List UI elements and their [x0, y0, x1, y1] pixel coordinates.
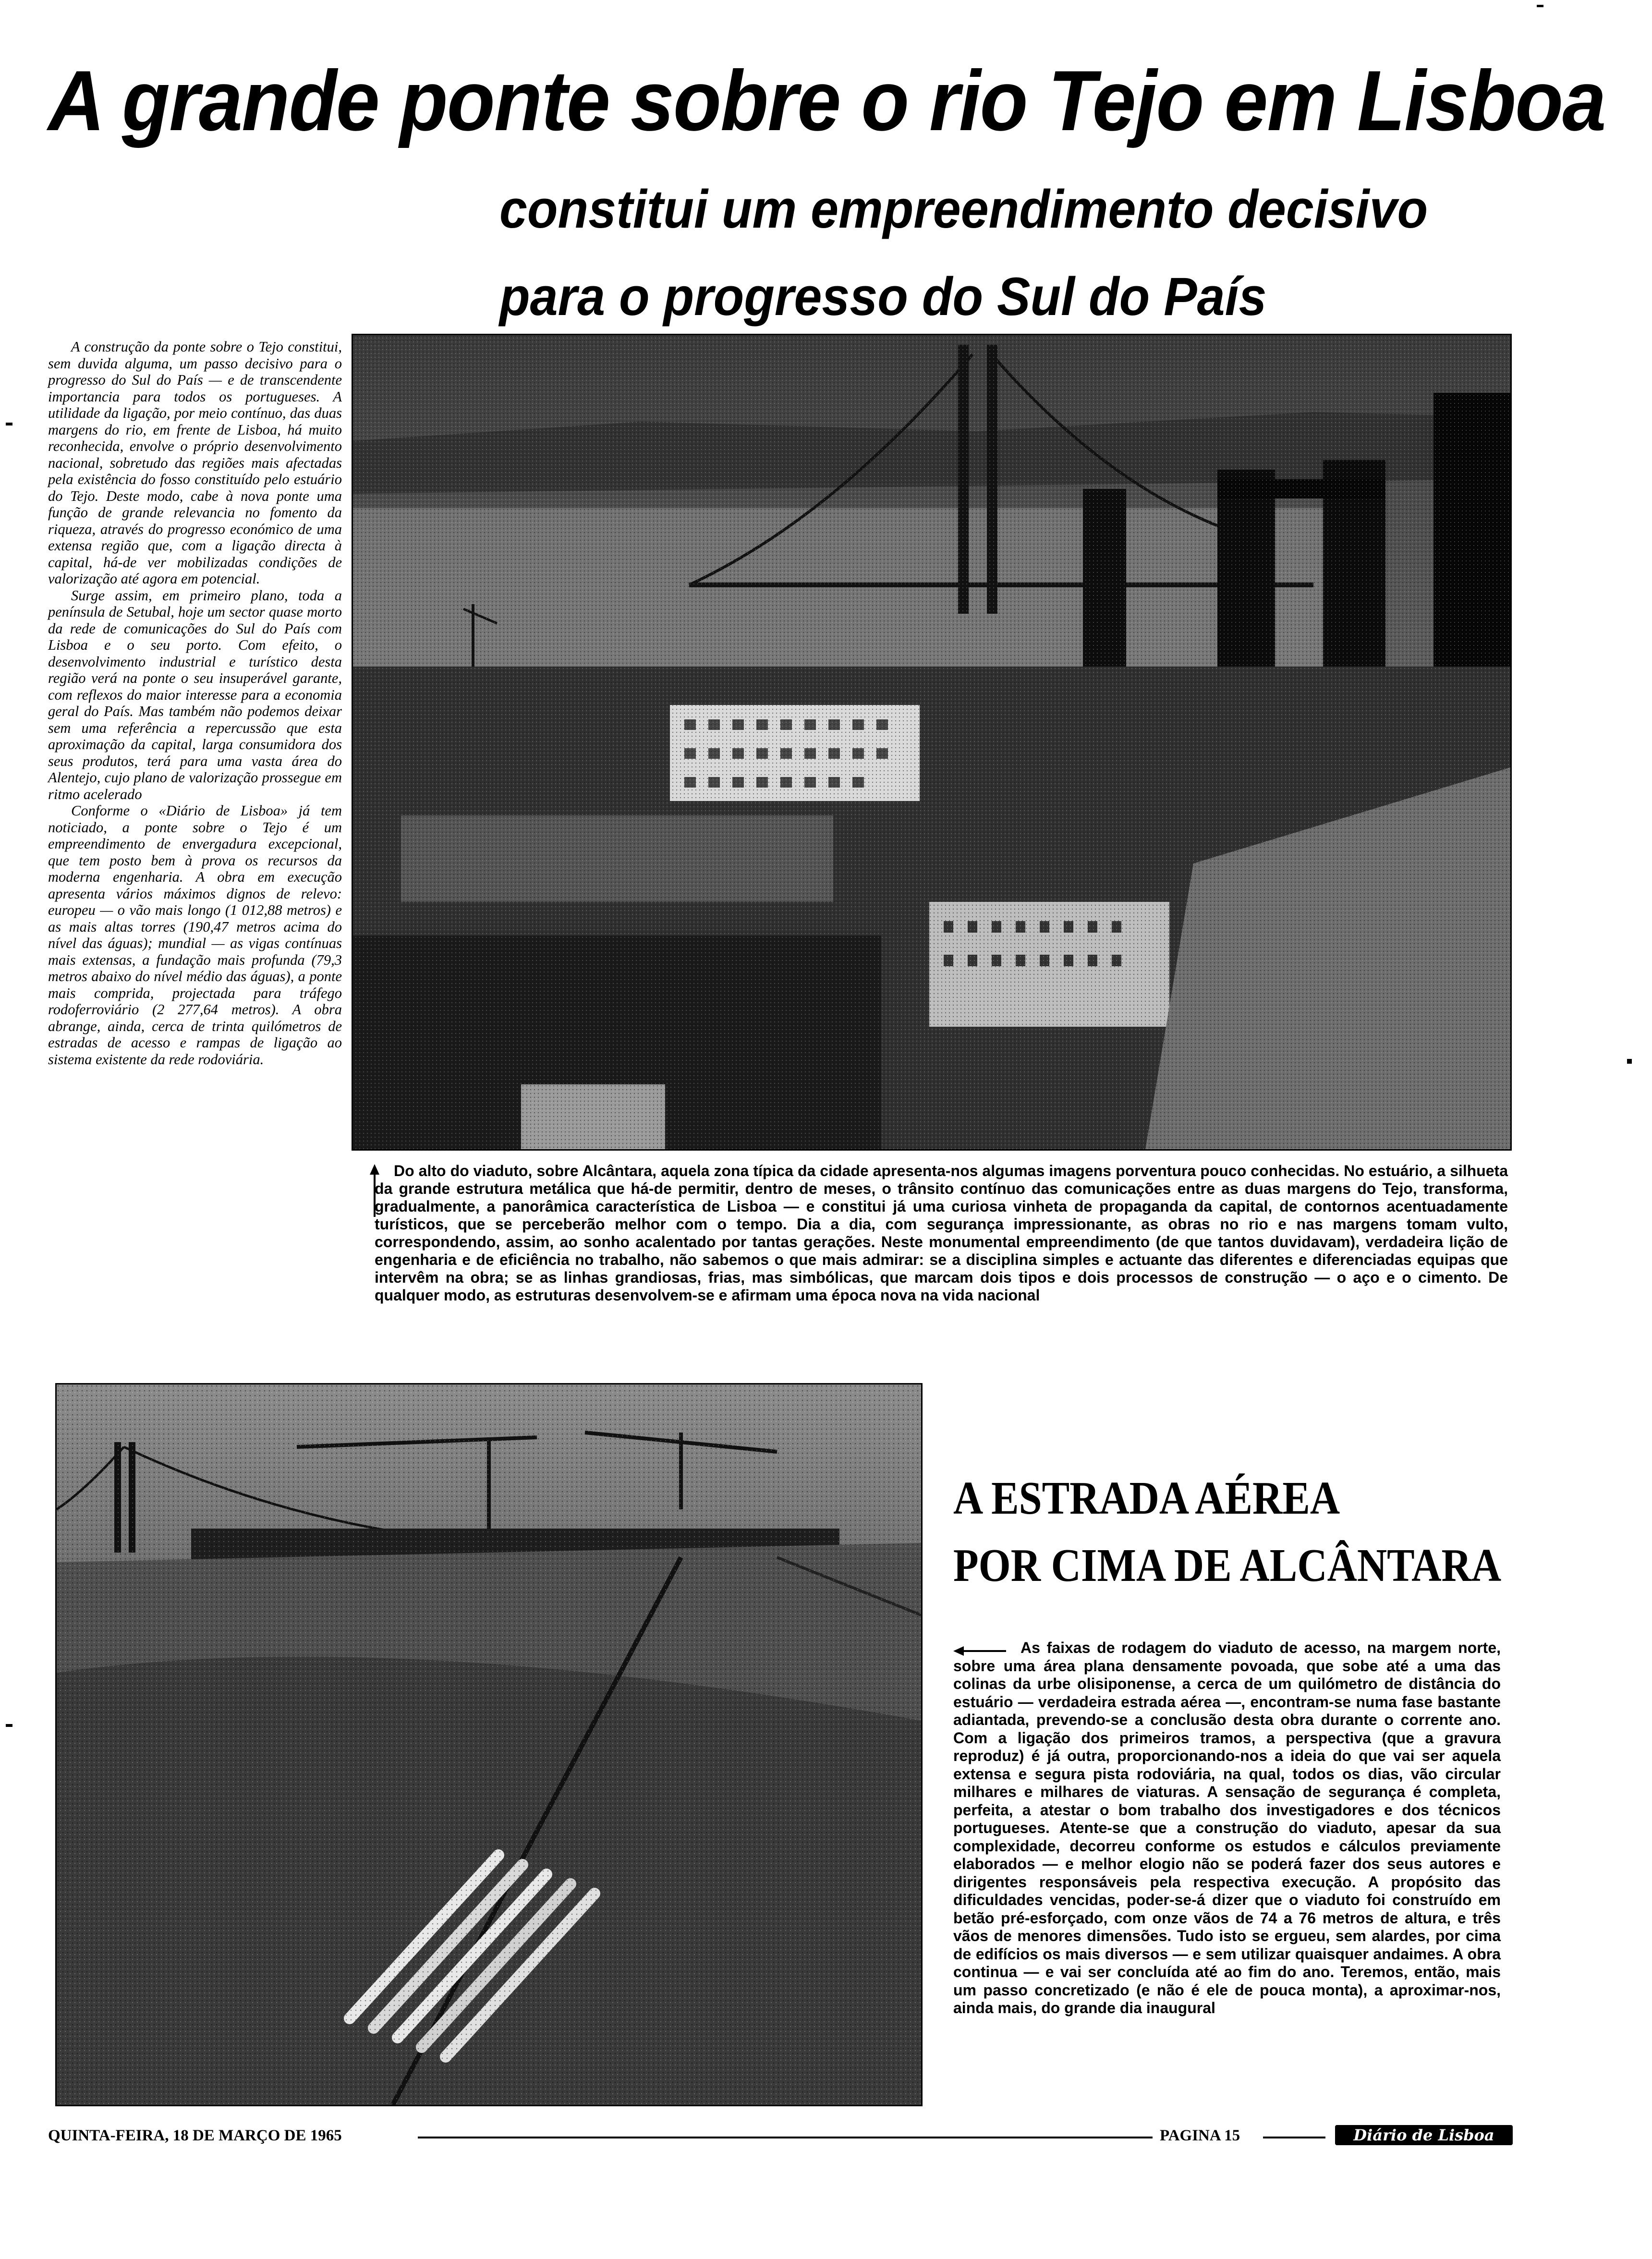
- bridge-photo: [352, 334, 1512, 1151]
- footer-page-number: PAGINA 15: [1160, 2127, 1240, 2144]
- section-heading-line-2: POR CIMA DE ALCÂNTARA: [953, 1540, 1502, 1591]
- bridge-photo-caption-text: Do alto do viaduto, sobre Alcântara, aquela zona típica da cidade apresenta-nos algumas imagens porventura pouco conhecidas. No estuário, a silhueta da grande estrutura metálica que há-de permitir, dentro de meses, o trânsito contínuo das comunicações entre as duas margens do Tejo, transforma, gradualmente, a panorâmica característica de Lisboa — e constitui já uma curiosa vinheta de propaganda da capital, de contornos acentuadamente turísticos, que se perceberão melhor com o tempo. Dia a dia, com segurança impressionante, as obras no rio e nas margens tomam vulto, correspondendo, assim, ao sonho acalentado por tantas gerações. Neste monumental empreendimento (de que tantos duvidavam), verdadeira lição de engenharia e de eficiência no trabalho, não sabemos o que mais admirar: se a disciplina simples e actuante das diferentes e diferenciadas equipas que intervêm na obra; se as linhas grandiosas, frias, mas simbólicas, que marcam dois tipos e dois processos de construção — o aço e o cimento. De qualquer modo, as estruturas desenvolvem-se e afirmam uma época nova na vida nacional: [375, 1162, 1508, 1304]
- sub-headline-line-2: para o progresso do Sul do País: [499, 267, 1267, 327]
- article-paragraph-1: A construção da ponte sobre o Tejo constitui, sem duvida alguma, um passo decisivo para o progresso do Sul do País — e de transcendente importancia para todos os portugueses. A utilidade da ligação, por meio contínuo, das duas margens do rio, em frente de Lisboa, há muito reconhecida, envolve o próprio desenvolvimento nacional, sobretudo das regiões mais afectadas pela existência do fosso constituído pelo estuário do Tejo. Deste modo, cabe à nova ponte uma função de grande relevancia no fomento da riqueza, através do progresso económico de uma extensa região que, com a ligação directa à capital, há-de ver mobilizadas condições de valorização até agora em potencial.: [48, 339, 342, 587]
- footer-rule-left: [418, 2137, 1153, 2138]
- viaduct-photo: [55, 1383, 923, 2106]
- footer-date: QUINTA-FEIRA, 18 DE MARÇO DE 1965: [48, 2127, 342, 2144]
- print-speck: [6, 423, 12, 425]
- sub-headline: [499, 166, 1473, 340]
- bridge-photo-image: [353, 335, 1510, 1149]
- viaduct-photo-caption-text: As faixas de rodagem do viaduto de acesso, na margem norte, sobre uma área plana densamente povoada, que sobe até a uma das colinas da urbe olisiponense, a cerca de um quilómetro de distância do estuário — verdadeira estrada aérea —, encontram-se numa fase bastante adiantada, prevendo-se a conclusão desta obra durante o corrente ano. Com a ligação dos primeiros tramos, a perspectiva (que a gravura reproduz) é já outra, proporcionando-nos a ideia do que vai ser aquela extensa e segura pista rodoviária, na qual, todos os dias, vão circular milhares e milhares de viaturas. A sensação de segurança é completa, perfeita, a atestar o bom trabalho dos investigadores e dos técnicos portugueses. Atente-se que a construção do viaduto, apesar da sua complexidade, decorreu conforme os estudos e cálculos previamente elaborados — e melhor elogio não se poderá fazer dos seus autores e dirigentes responsáveis pela respectiva execução. A propósito das dificuldades vencidas, poder-se-á dizer que o viaduto foi construído em betão pré-esforçado, com onze vãos de 74 a 76 metros de altura, e três vãos de menores dimensões. Tudo isto se ergueu, sem alardes, por cima de edifícios os mais diversos — e sem utilizar quaisquer andaimes. A obra continua — e vai ser concluída até ao fim do ano. Teremos, então, mais um passo concretizado (e não é ele de pouca monta), a aproximar-nos, ainda mais, do grande dia inaugural: [953, 1639, 1501, 2016]
- masthead-logo: Diário de Lisboa: [1335, 2125, 1513, 2145]
- sub-headline-line-1: constitui um empreendimento decisivo: [499, 179, 1428, 239]
- viaduct-photo-caption: [953, 1639, 1501, 2017]
- section-heading-line-1: A ESTRADA AÉREA: [953, 1472, 1340, 1524]
- viaduct-photo-image: [57, 1385, 921, 2105]
- article-paragraph-2: Surge assim, em primeiro plano, toda a península de Setubal, hoje um sector quase morto da rede de comunicações do Sul do País com Lisboa e o seu porto. Com efeito, o desenvolvimento industrial e turístico desta região verá na ponte o seu insuperável garante, com reflexos do maior interesse para a economia geral do País. Mas também não podemos deixar sem uma referência a repercussão que esta aproximação da capital, larga consumidora dos seus produtos, terá para uma vasta área do Alentejo, cujo plano de valorização prossegue em ritmo acelerado: [48, 587, 342, 802]
- main-headline: A grande ponte sobre o rio Tejo em Lisboa: [48, 53, 1605, 148]
- bridge-photo-caption: [375, 1162, 1508, 1304]
- print-speck: [1537, 5, 1543, 7]
- footer-rule-right: [1263, 2137, 1325, 2138]
- article-paragraph-3: Conforme o «Diário de Lisboa» já tem noticiado, a ponte sobre o Tejo é um empreendimento de envergadura excepcional, que tem posto bem à prova os recursos da moderna engenharia. A obra em execução apresenta vários máximos dignos de relevo: europeu — o vão mais longo (1 012,88 metros) e as mais altas torres (190,47 metros acima do nível das águas); mundial — as vigas contínuas mais extensas, a fundação mais profunda (79,3 metros abaixo do nível médio das águas), a ponte mais comprida, projectada para tráfego rodoferroviário (2 277,64 metros). A obra abrange, ainda, cerca de trinta quilómetros de estradas de acesso e rampas de ligação ao sistema existente da rede rodoviária.: [48, 802, 342, 1068]
- print-speck: [6, 1724, 12, 1727]
- article-body: [48, 339, 342, 1068]
- section-heading: [953, 1465, 1503, 1599]
- page-footer: [48, 2125, 1513, 2147]
- print-speck: [1627, 1059, 1632, 1064]
